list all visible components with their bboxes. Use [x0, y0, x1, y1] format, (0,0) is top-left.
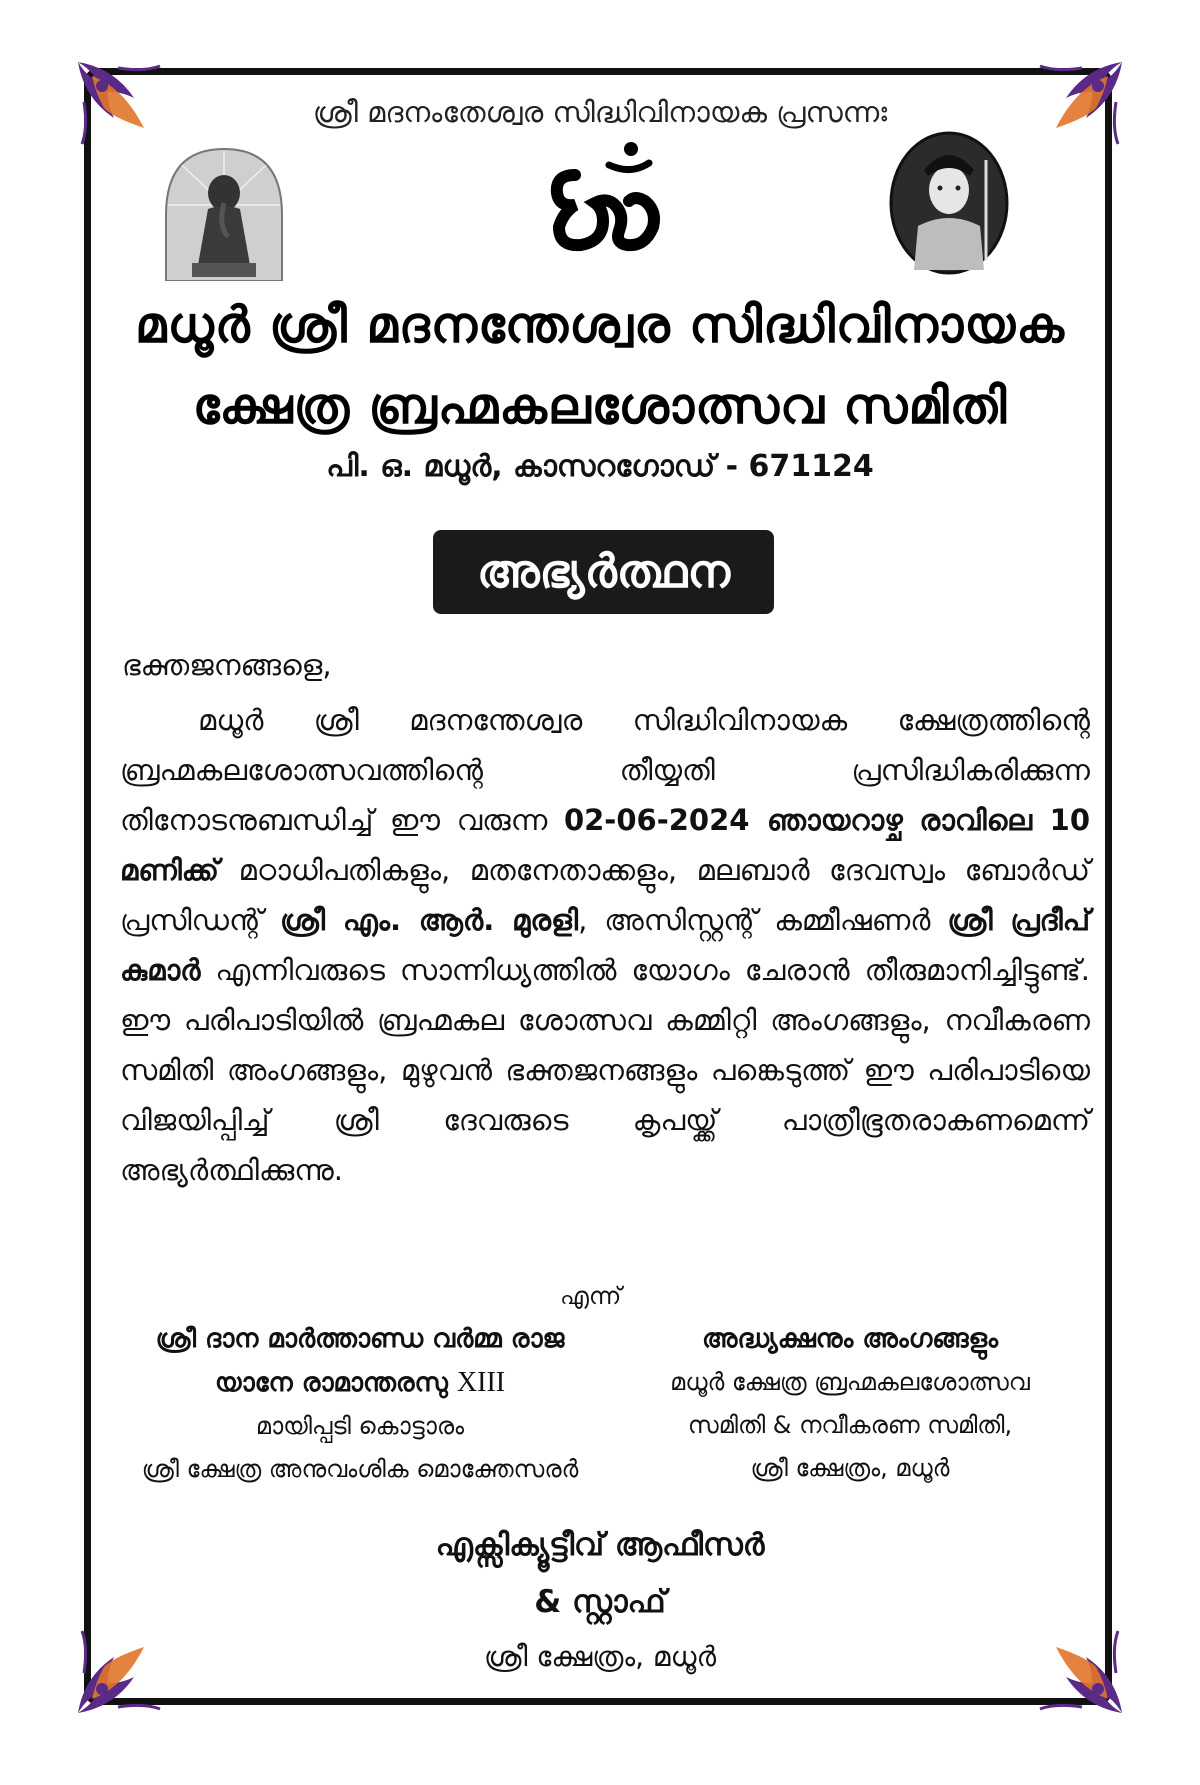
left-signatory-roman: XIII: [456, 1367, 506, 1398]
event-date: 02-06-2024 ഞായറാഴ്ച: [563, 803, 903, 837]
left-signatory-role: ശ്രീ ക്ഷേത്ര അനുവംശിക മൊക്തേസരർ: [141, 1455, 579, 1483]
address-line: പി. ഒ. മധൂർ, കാസറഗോഡ് - 671124: [326, 449, 874, 484]
body-text-3: , അസിസ്റ്റന്റ് കമ്മീഷണർ: [578, 903, 931, 937]
signoff: എന്ന്: [560, 1282, 622, 1310]
body-text-2: മഠാധിപതികളും, മതനേതാക്കളും, മലബാർ ദേവസ്വം ബോർഡ് പ്രസിഡന്റ്: [120, 853, 1090, 937]
right-signatory-name: അദ്ധ്യക്ഷനും അംഗങ്ങളും: [701, 1324, 998, 1354]
title-line-2: ക്ഷേത്ര ബ്രഹ്മകലശോത്സവ സമിതി: [192, 377, 1008, 435]
blessing-line: ശ്രീ മദനംതേശ്വര സിദ്ധിവിനായക പ്രസന്നഃ: [312, 95, 888, 129]
ganesha-image: [162, 145, 286, 281]
guest-name-2: ശ്രീ പ്രദീപ് കുമാർ: [120, 903, 1091, 987]
left-signatory-name: ശ്രീ ദാന മാർത്താണ്ഡ വർമ്മ രാജ: [155, 1324, 565, 1354]
right-signatory-line-3: സമിതി & നവീകരണ സമിതി,: [687, 1411, 1013, 1439]
event-time: രാവിലെ 10 മണിക്ക്: [120, 803, 1090, 887]
left-signatory-title-text: യാനേ രാമാന്തരസു: [214, 1368, 448, 1398]
executive-place: ശ്രീ ക്ഷേത്രം, മധൂർ: [483, 1640, 717, 1673]
left-signatory-title: [100, 1361, 620, 1405]
body-paragraph: [120, 695, 1090, 1195]
right-signatory-line-4: ശ്രീ ക്ഷേത്രം, മധൂർ: [750, 1454, 950, 1482]
title-line-1: മധൂർ ശ്രീ മദനന്തേശ്വര സിദ്ധിവിനായക: [135, 296, 1065, 354]
left-signatory-palace: മായിപ്പടി കൊട്ടാരം: [255, 1412, 465, 1440]
body-text-1: മധൂർ ശ്രീ മദനന്തേശ്വര സിദ്ധിവിനായക ക്ഷേത്രത്തിന്റെ ബ്രഹ്മകലശോത്സവത്തിന്റെ തീയ്യതി പ്രസിദ്ധികരിക്കുന്ന തിനോടനുബന്ധിച്ച് ഈ വരുന്ന: [120, 703, 1090, 837]
guest-name-1: ശ്രീ എം. ആർ. മുരളി: [280, 903, 579, 937]
om-icon: [545, 135, 665, 255]
shiva-image: [888, 130, 1010, 276]
body-text-4: എന്നിവരുടെ സാന്നിധ്യത്തിൽ യോഗം ചേരാൻ തീരുമാനിച്ചിട്ടുണ്ട്. ഈ പരിപാടിയിൽ ബ്രഹ്മകല ശോത്സവ കമ്മിറ്റി അംഗങ്ങളും, നവീകരണ സമിതി അംഗങ്ങളും, മുഴുവൻ ഭക്തജനങ്ങളും പങ്കെടുത്ത് ഈ പരിപാടിയെ വിജയിപ്പിച്ച് ശ്രീ ദേവരുടെ കൃപയ്ക്ക് പാത്രീഭൂതരാകണമെന്ന് അഭ്യർത്ഥിക്കുന്നു.: [120, 953, 1090, 1187]
request-badge: അഭ്യർത്ഥന: [433, 530, 774, 614]
executive-officer: എക്സിക്യൂട്ടീവ് ആഫീസർ: [435, 1527, 765, 1563]
left-signatory: [100, 1318, 620, 1491]
salutation: ഭക്തജനങ്ങളെ,: [122, 648, 332, 682]
right-signatory-line-2: മധൂർ ക്ഷേത്ര ബ്രഹ്മകലശോത്സവ: [670, 1368, 1030, 1396]
executive-staff: & സ്റ്റാഫ്: [534, 1584, 666, 1620]
right-signatory: [640, 1318, 1060, 1490]
